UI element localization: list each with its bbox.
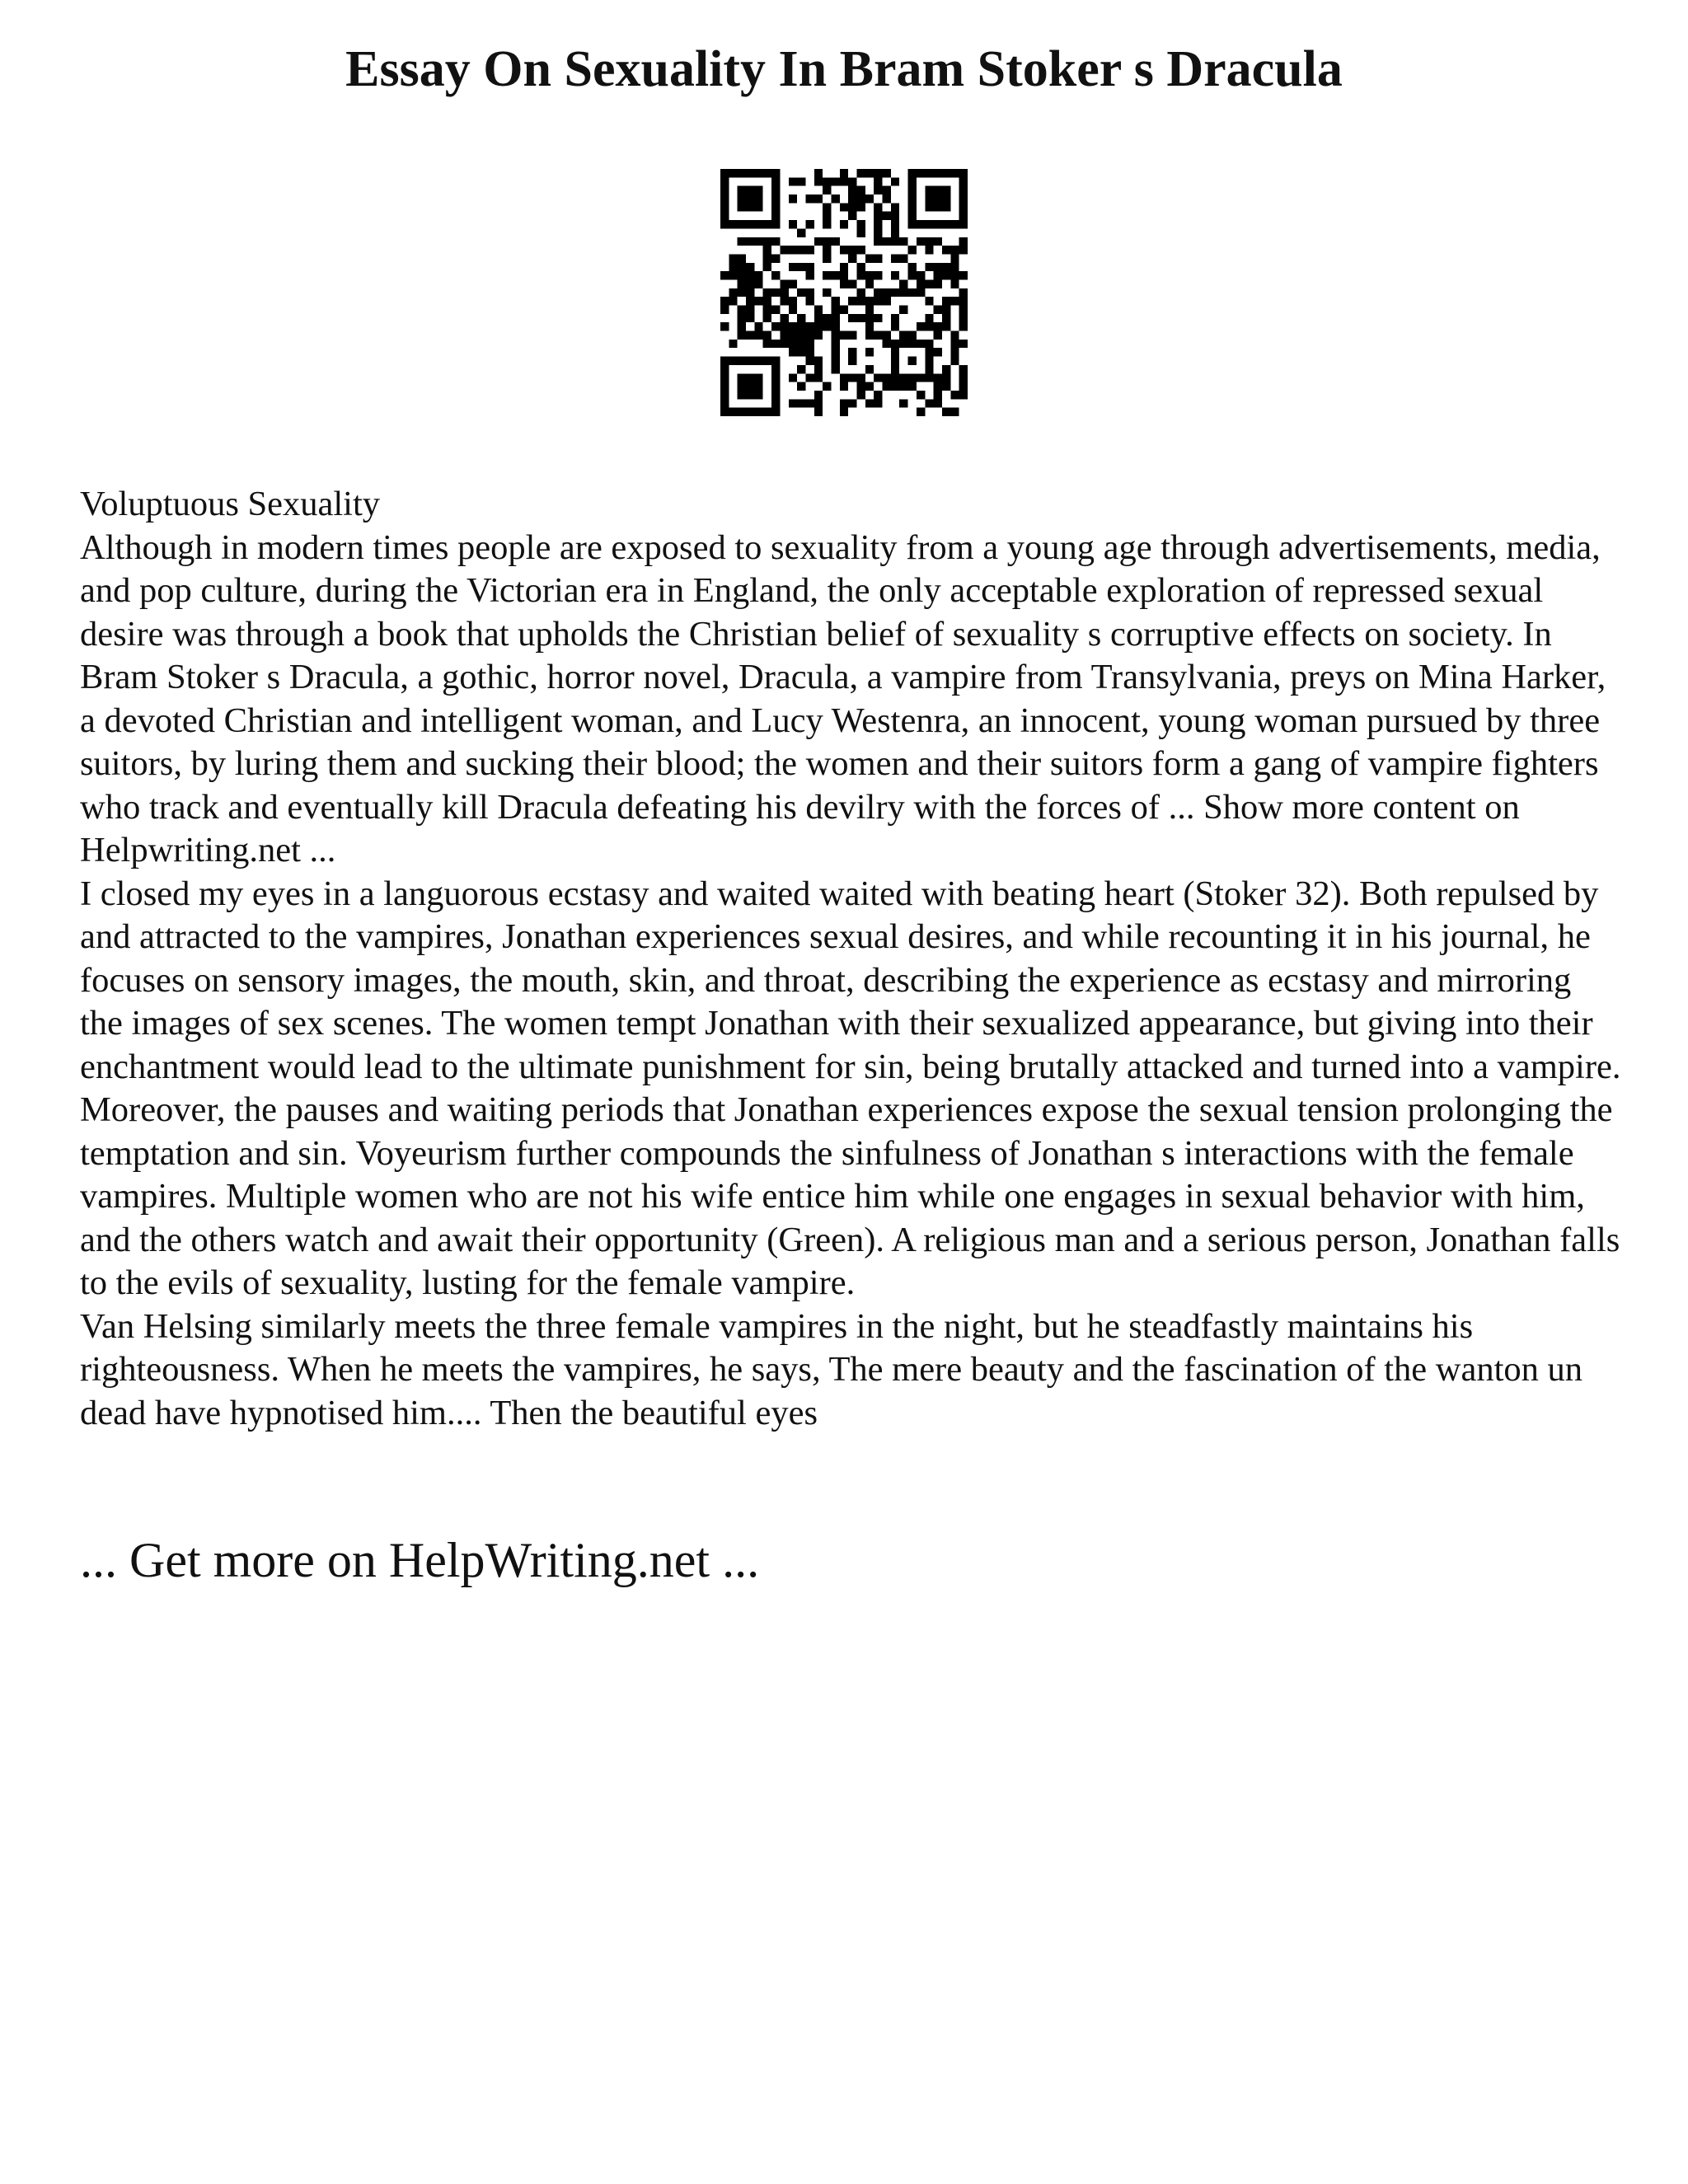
paragraph-2: I closed my eyes in a languorous ecstasy and waited waited with beating heart (Stoker 32). Both repulsed by and attracted to the vampires, Jonathan experiences sexual desires, and while recounting it in his journal, he focuses on sensory images, the mouth, skin, and throat, describing the experience as ecstasy and mirroring the images of sex scenes. The women tempt Jonathan with their sexualized appearance, but giving into their enchantment would lead to the ultimate punishment for sin, being brutally attacked and turned into a vampire. Moreover, the pauses and waiting periods that Jonathan experiences expose the sexual tension prolonging the temptation and sin. Voyeurism further compounds the sinfulness of Jonathan s interactions with the female vampires. Multiple women who are not his wife entice him while one engages in sexual behavior with him, and the others watch and await their opportunity (Green). A religious man and a serious person, Jonathan falls to the evils of sexuality, lusting for the female vampire. xyxy=(80,874,1621,1302)
essay-body xyxy=(80,483,1621,1435)
section-heading: Voluptuous Sexuality xyxy=(80,485,381,523)
qr-code-icon xyxy=(720,169,968,416)
paragraph-1: Although in modern times people are exposed to sexuality from a young age through advertisements, media, and pop culture, during the Victorian era in England, the only acceptable exploration of repressed sexual desire was through a book that upholds the Christian belief of sexuality s corruptive effects on society. In Bram Stoker s Dracula, a gothic, horror novel, Dracula, a vampire from Transylvania, preys on Mina Harker, a devoted Christian and intelligent woman, and Lucy Westenra, an innocent, young woman pursued by three suitors, by luring them and sucking their blood; the women and their suitors form a gang of vampire fighters who track and eventually kill Dracula defeating his devilry with the forces of ... Show more content on Helpwriting.net ... xyxy=(80,527,1606,869)
get-more-link[interactable]: ... Get more on HelpWriting.net ... xyxy=(80,1533,760,1587)
page-title: Essay On Sexuality In Bram Stoker s Dracula xyxy=(345,41,1343,97)
paragraph-3: Van Helsing similarly meets the three female vampires in the night, but he steadfastly maintains his righteousness. When he meets the vampires, he says, The mere beauty and the fascination of the wanton un dead have hypnotised him.... Then the beautiful eyes xyxy=(80,1306,1583,1432)
